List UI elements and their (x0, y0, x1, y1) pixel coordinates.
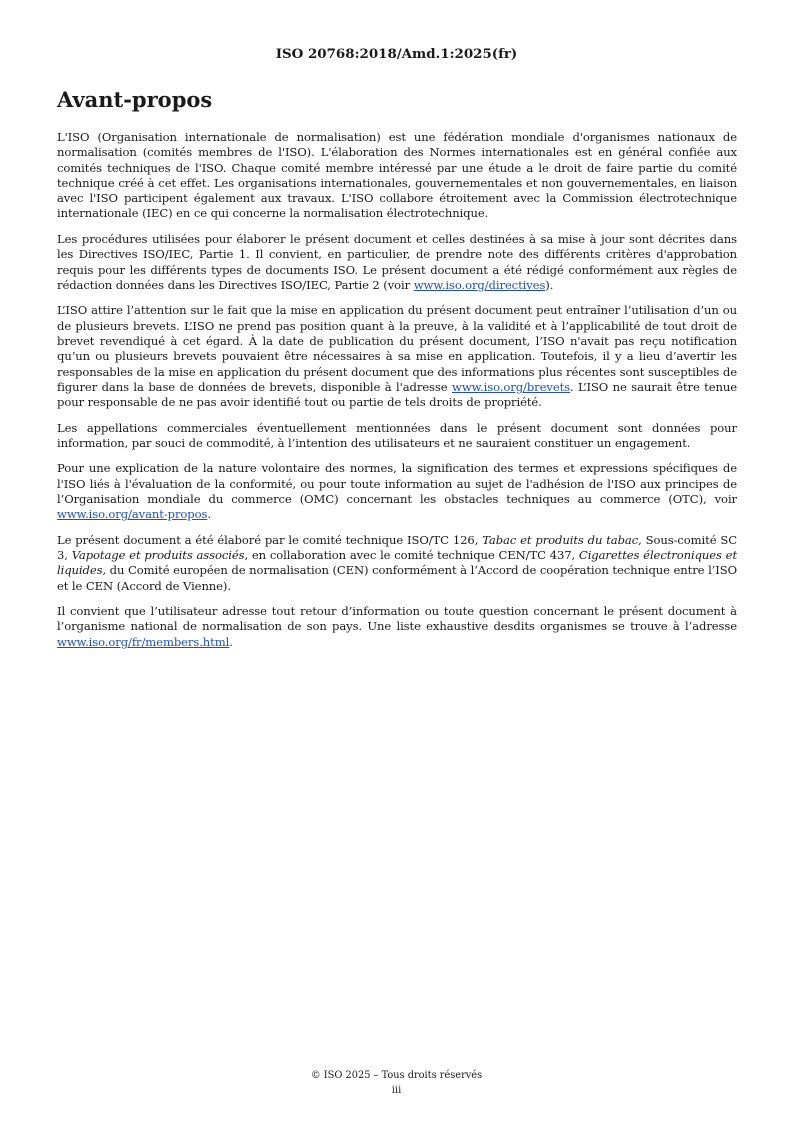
copyright-notice: © ISO 2025 – Tous droits réservés (310, 1070, 483, 1081)
paragraph-feedback: Il convient que l’utilisateur adresse tout retour d’information ou toute question concernant le présent document à l’organisme national de normalisation de son pays. Une liste exhaustive desdits organismes se trouve à l’adresse www.iso.org/fr/members.html. (57, 604, 737, 649)
paragraph-procedures-text: Les procédures utilisées pour élaborer le présent document et celles destinées à sa mise à jour sont décrites dans les Directives ISO/IEC, Partie 1. Il convient, en particulier, de prendre note des différents critères d'approbation requis pour les différents types de documents ISO. Le présent document a été rédigé conformément aux règles de rédaction données dans les Directives ISO/IEC, Partie 2 (voir (57, 231, 737, 292)
foreword-link[interactable]: www.iso.org/avant-propos (57, 507, 208, 522)
directives-link[interactable]: www.iso.org/directives (413, 277, 546, 292)
paragraph-trade-names: Les appellations commerciales éventuellement mentionnées dans le présent document sont données pour information, par souci de commodité, à l’intention des utilisateurs et ne sauraient constituer un engagement. (57, 420, 737, 450)
members-link[interactable]: www.iso.org/fr/members.html (57, 634, 230, 649)
paragraph-feedback-text: Il convient que l’utilisateur adresse tout retour d’information ou toute question concernant le présent document à l’organisme national de normalisation de son pays. Une liste exhaustive desdits organismes se trouve à l’adresse (57, 604, 737, 634)
page-footer (0, 1068, 793, 1098)
paragraph-procedures: Les procédures utilisées pour élaborer le présent document et celles destinées à sa mise à jour sont décrites dans les Directives ISO/IEC, Partie 1. Il convient, en particulier, de prendre note des différents critères d'approbation requis pour les différents types de documents ISO. Le présent document a été rédigé conformément aux règles de rédaction données dans les Directives ISO/IEC, Partie 2 (voir www.iso.org/directives). (57, 231, 737, 292)
paragraph-iso-overview: L'ISO (Organisation internationale de normalisation) est une fédération mondiale d'organismes nationaux de normalisation (comités membres de l'ISO). L'élaboration des Normes internationales est en général confiée aux comités techniques de l'ISO. Chaque comité membre intéressé par une étude a le droit de faire partie du comité technique créé à cet effet. Les organisations internationales, gouvernementales et non gouvernementales, en liaison avec l'ISO participent également aux travaux. L'ISO collabore étroitement avec la Commission électrotechnique internationale (IEC) en ce qui concerne la normalisation électrotechnique. (57, 130, 737, 221)
paragraph-voluntary-nature: Pour une explication de la nature volontaire des normes, la signification des termes et expressions spécifiques de l'ISO liés à l'évaluation de la conformité, ou pour toute information au sujet de l'adhésion de l'ISO aux principes de l’Organisation mondiale du commerce (OMC) concernant les obstacles techniques au commerce (OTC), voir www.iso.org/avant-propos. (57, 461, 737, 522)
committee-name: Tabac et produits du tabac (482, 532, 639, 547)
page-number: iii (391, 1085, 402, 1096)
document-body (57, 130, 737, 660)
paragraph-patents-text: L’ISO attire l’attention sur le fait que la mise en application du présent document peut entraîner l’utilisation d’un ou de plusieurs brevets. L’ISO ne prend pas position quant à la preuve, à la validité et à l’applicabilité de tout droit de brevet revendiqué à cet égard. À la date de publication du présent document, l’ISO n'avait pas reçu notification qu’un ou plusieurs brevets pouvaient être nécessaires à sa mise en application. Toutefois, il y a lieu d’avertir les responsables de la mise en application du présent document que des informations plus récentes sont susceptibles de figurer dans la base de données de brevets, disponible à l'adresse (57, 303, 737, 394)
paragraph-patents: L’ISO attire l’attention sur le fait que la mise en application du présent document peut entraîner l’utilisation d’un ou de plusieurs brevets. L’ISO ne prend pas position quant à la preuve, à la validité et à l’applicabilité de tout droit de brevet revendiqué à cet égard. À la date de publication du présent document, l’ISO n'avait pas reçu notification qu’un ou plusieurs brevets pouvaient être nécessaires à sa mise en application. Toutefois, il y a lieu d’avertir les responsables de la mise en application du présent document que des informations plus récentes sont susceptibles de figurer dans la base de données de brevets, disponible à l'adresse www.iso.org/brevets. L’ISO ne saurait être tenue pour responsable de ne pas avoir identifié tout ou partie de tels droits de propriété. (57, 303, 737, 410)
subcommittee-name: Vapotage et produits associés (71, 548, 245, 563)
cen-committee-name: Cigarettes électroniques et liquides, (57, 548, 737, 578)
page-title: Avant-propos (57, 87, 213, 112)
paragraph-committee: Le présent document a été élaboré par le comité technique ISO/TC 126, Tabac et produits du tabac, Sous-comité SC 3, Vapotage et produits associés, en collaboration avec le comité technique CEN/TC 437, Cigarettes électroniques et liquides, du Comité européen de normalisation (CEN) conformément à l’Accord de coopération technique entre l’ISO et le CEN (Accord de Vienne). (57, 532, 737, 593)
paragraph-voluntary-text: Pour une explication de la nature volontaire des normes, la signification des termes et expressions spécifiques de l'ISO liés à l'évaluation de la conformité, ou pour toute information au sujet de l'adhésion de l'ISO aux principes de l’Organisation mondiale du commerce (OMC) concernant les obstacles techniques au commerce (OTC), voir (57, 461, 737, 506)
document-identifier: ISO 20768:2018/Amd.1:2025(fr) (275, 46, 518, 62)
patents-link[interactable]: www.iso.org/brevets (452, 379, 570, 394)
